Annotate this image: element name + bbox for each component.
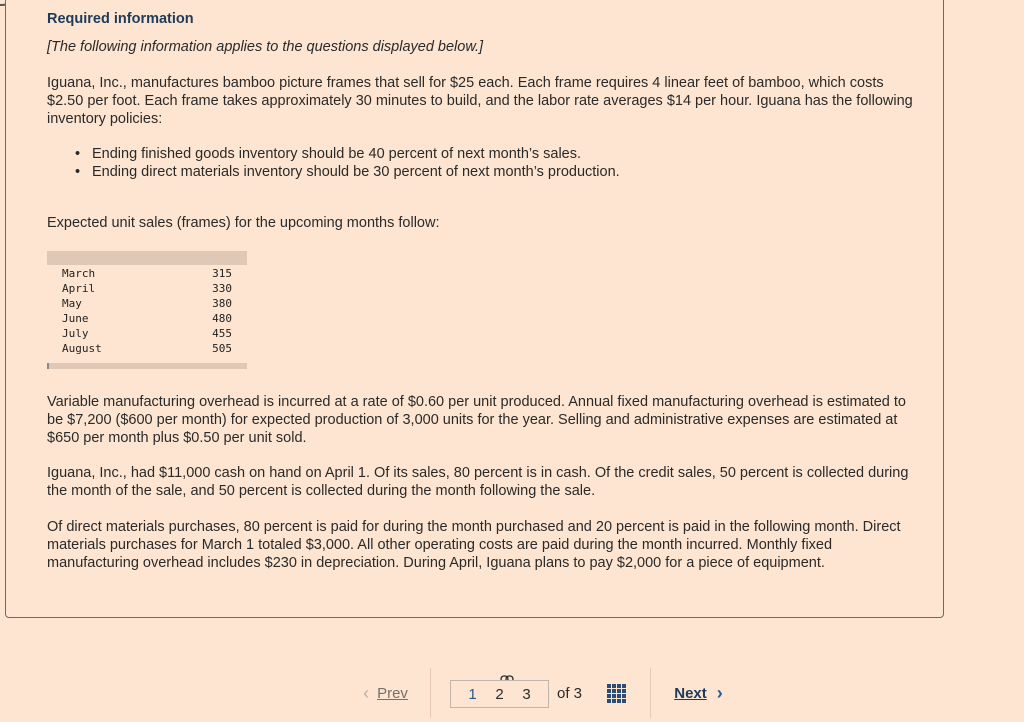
page-2-current[interactable]: 2 [495, 685, 504, 703]
list-item: • Ending finished goods inventory should be 40 percent of next month’s sales. [72, 145, 620, 163]
list-item: • Ending direct materials inventory should be 30 percent of next month’s production. [72, 163, 620, 181]
prev-button[interactable] [341, 668, 431, 718]
month-cell: April [62, 282, 96, 295]
expected-sales-table [47, 251, 247, 369]
units-cell: 380 [212, 297, 232, 310]
units-cell: 480 [212, 312, 232, 325]
chevron-left-icon: ‹ [363, 682, 370, 703]
units-cell: 455 [212, 327, 232, 340]
overhead-paragraph: Variable manufacturing overhead is incurred at a rate of $0.60 per unit produced. Annual fixed manufacturing overhead is estimated to be $7,200 ($600 per month) for expected production of 3,000 units for the year. Selling and administrative expenses are estimated at $650 per month plus $0.50 per unit sold. [47, 394, 906, 446]
panel-subheading: [The following information applies to the questions displayed below.] [47, 39, 484, 55]
table-row [62, 327, 232, 342]
table-row [62, 312, 232, 327]
next-label: Next [674, 684, 707, 702]
table-row [62, 282, 232, 297]
next-button[interactable] [650, 668, 746, 718]
table-row [62, 297, 232, 312]
month-cell: June [62, 312, 89, 325]
month-cell: May [62, 297, 82, 310]
units-cell: 315 [212, 267, 232, 280]
table-footer [47, 363, 247, 369]
inventory-policies-list [72, 145, 620, 181]
table-row [62, 267, 232, 282]
cash-paragraph: Iguana, Inc., had $11,000 cash on hand on April 1. Of its sales, 80 percent is in cash. Of the credit sales, 50 percent is collected during the month of the sale, and 50 percent is collected during the month following the sale. [47, 465, 909, 499]
page-total: of 3 [557, 685, 583, 702]
page-1-link[interactable]: 1 [468, 685, 477, 703]
chevron-right-icon: › [716, 682, 723, 703]
month-cell: July [62, 327, 89, 340]
page-selector [450, 680, 549, 708]
page-3-link[interactable]: 3 [522, 685, 531, 703]
grid-view-icon[interactable] [607, 684, 626, 703]
units-cell: 505 [212, 342, 232, 355]
purchases-paragraph: Of direct materials purchases, 80 percent is paid for during the month purchased and 20 percent is paid in the following month. Direct materials purchases for March 1 totaled $3,000. All other operating costs are paid during the month incurred. Monthly fixed manufacturing overhead includes $230 in depreciation. During April, Iguana plans to pay $2,000 for a piece of equipment. [47, 519, 901, 571]
panel-heading: Required information [47, 11, 194, 27]
units-cell: 330 [212, 282, 232, 295]
month-cell: March [62, 267, 96, 280]
sales-intro-paragraph: Expected unit sales (frames) for the upcoming months follow: [47, 215, 440, 231]
bottom-navigation-bar [0, 663, 1024, 722]
intro-paragraph: Iguana, Inc., manufactures bamboo picture frames that sell for $25 each. Each frame requires 4 linear feet of bamboo, which costs $2.50 per foot. Each frame takes approximately 30 minutes to build, and the labor rate averages $14 per hour. Iguana has the following inventory policies: [47, 75, 913, 127]
table-row [62, 342, 232, 357]
table-header [47, 251, 247, 265]
prev-label: Prev [377, 684, 408, 702]
month-cell: August [62, 342, 102, 355]
